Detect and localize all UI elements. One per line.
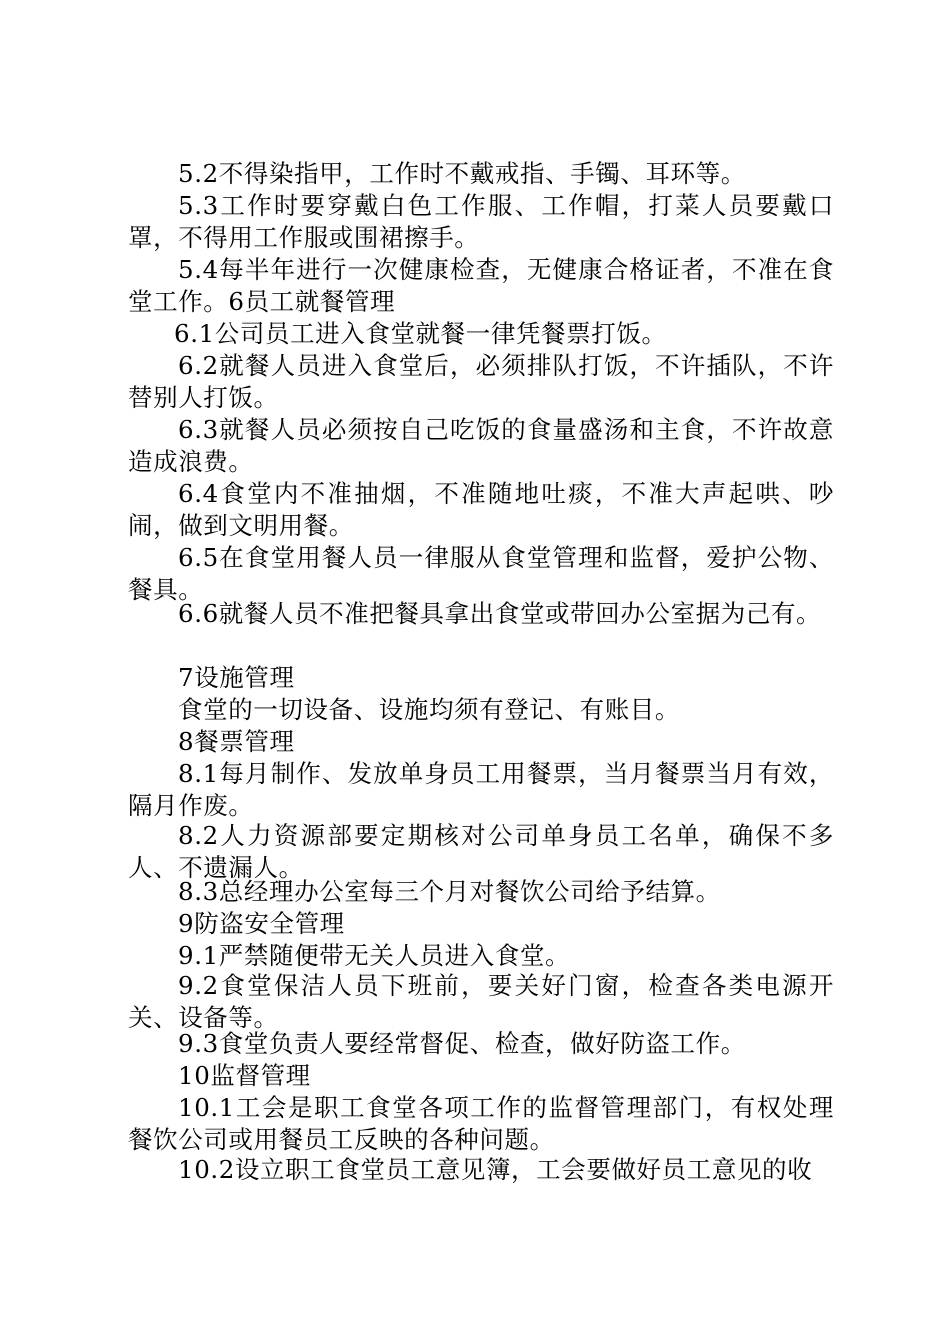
paragraph-10-2: 10.2设立职工食堂员工意见簿，工会要做好员工意见的收: [178, 1155, 813, 1184]
paragraph-7-body: 食堂的一切设备、设施均须有登记、有账目。: [178, 695, 680, 724]
section-heading-10: 10监督管理: [178, 1061, 311, 1090]
paragraph-9-3: 9.3食堂负责人要经常督促、检查，做好防盗工作。: [178, 1029, 746, 1058]
paragraph-8-2: 8.2人力资源部要定期核对公司单身员工名单，确保不多人、不遗漏人。: [128, 821, 834, 882]
paragraph-6-4: 6.4食堂内不准抽烟，不准随地吐痰，不准大声起哄、吵闹，做到文明用餐。: [128, 479, 834, 540]
section-heading-9: 9防盗安全管理: [178, 909, 345, 938]
section-heading-8: 8餐票管理: [178, 727, 295, 756]
paragraph-5-2: 5.2不得染指甲，工作时不戴戒指、手镯、耳环等。: [178, 159, 746, 188]
paragraph-9-1: 9.1严禁随便带无关人员进入食堂。: [178, 941, 571, 970]
paragraph-6-5: 6.5在食堂用餐人员一律服从食堂管理和监督，爱护公物、餐具。: [128, 543, 834, 604]
section-heading-7: 7设施管理: [178, 663, 295, 692]
paragraph-10-1: 10.1工会是职工食堂各项工作的监督管理部门，有权处理餐饮公司或用餐员工反映的各种问题。: [128, 1093, 834, 1154]
paragraph-9-2: 9.2食堂保洁人员下班前，要关好门窗，检查各类电源开关、设备等。: [128, 971, 834, 1032]
paragraph-6-3: 6.3就餐人员必须按自己吃饭的食量盛汤和主食，不许故意造成浪费。: [128, 415, 834, 476]
paragraph-6-2: 6.2就餐人员进入食堂后，必须排队打饭，不许插队，不许替别人打饭。: [128, 351, 834, 412]
paragraph-5-4: 5.4每半年进行一次健康检查，无健康合格证者，不准在食堂工作。6员工就餐管理: [128, 255, 834, 316]
paragraph-8-1: 8.1每月制作、发放单身员工用餐票，当月餐票当月有效，隔月作废。: [128, 759, 834, 820]
paragraph-6-1: 6.1公司员工进入食堂就餐一律凭餐票打饭。: [174, 319, 667, 348]
paragraph-5-3: 5.3工作时要穿戴白色工作服、工作帽，打菜人员要戴口罩，不得用工作服或围裙擦手。: [128, 191, 834, 252]
paragraph-6-6: 6.6就餐人员不准把餐具拿出食堂或带回办公室据为己有。: [178, 599, 822, 628]
paragraph-8-3: 8.3总经理办公室每三个月对餐饮公司给予结算。: [178, 877, 721, 906]
